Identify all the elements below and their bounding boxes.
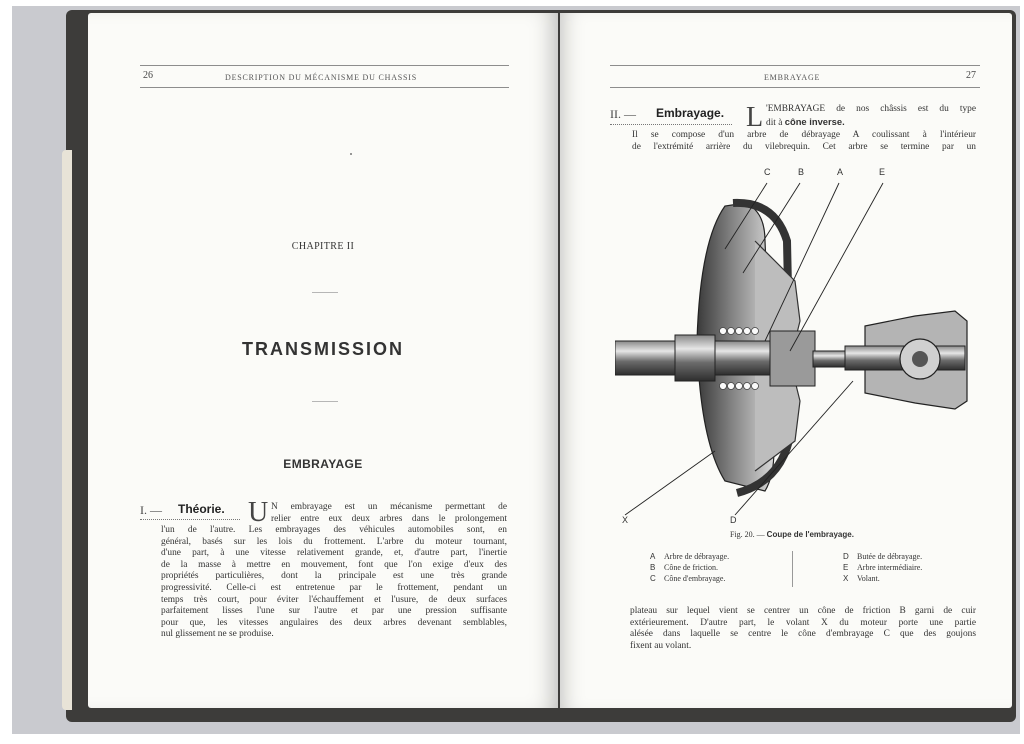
text-line: de l'extrémité arrière du vilebrequin. Cet arbre se termine par un [632, 141, 976, 152]
clutch-hub [770, 331, 815, 386]
dotted-underline [610, 124, 732, 125]
running-head: EMBRAYAGE [764, 73, 821, 82]
paper-speck [350, 153, 352, 155]
ornament-rule [312, 401, 338, 402]
text-line: progressivité. Celle-ci est entretenue par le frottement, pendant un [161, 582, 507, 593]
paragraph-intro [271, 502, 507, 525]
paragraph-intro [766, 104, 976, 129]
drop-cap: L [746, 102, 764, 133]
text-line: l'un de l'autre. Les embrayages des véhicules automobiles sont, en [161, 525, 507, 535]
text-line: alésée dans laquelle se centre le cône d'embrayage C que des goujons [630, 629, 976, 640]
text-line: fixent au volant. [630, 640, 692, 651]
paragraph-body [632, 130, 976, 153]
legend-text: Cône de friction. [664, 563, 718, 572]
text-line: de la masse à mettre en mouvement, font que l'on exige d'eux des [161, 559, 507, 570]
caption-prefix: Fig. 20. — [730, 530, 765, 539]
legend-item [843, 562, 922, 573]
text-line: propriétés particulières, dont la principale est une très grande [161, 571, 507, 582]
legend-item [650, 551, 729, 562]
left-page [88, 13, 558, 708]
legend-item [843, 551, 922, 562]
figure-legend-right [843, 551, 922, 584]
ornament-rule [312, 292, 338, 293]
text-line: nul glissement ne se produise. [161, 629, 274, 640]
paragraph-body [161, 525, 507, 641]
chapter-heading: CHAPITRE II [291, 241, 355, 252]
dotted-underline [140, 519, 240, 520]
legend-text: Arbre de débrayage. [664, 552, 730, 561]
right-page [560, 13, 1012, 708]
text-fragment: dit à [766, 117, 783, 128]
legend-item [650, 573, 729, 584]
legend-key: A [650, 552, 656, 561]
figure-label: D [730, 515, 737, 525]
legend-key: B [650, 563, 656, 572]
legend-text: Cône d'embrayage. [664, 574, 726, 583]
legend-key: X [843, 574, 849, 583]
shaft-collar [675, 335, 715, 381]
section-heading: EMBRAYAGE [283, 457, 363, 471]
legend-text: Volant. [857, 574, 880, 583]
legend-key: C [650, 574, 656, 583]
page-number: 27 [966, 70, 976, 81]
text-line: plateau sur lequel vient se centrer un cône de friction B garni de cuir [630, 606, 976, 616]
universal-joint-hub [912, 351, 928, 367]
header-rule-bottom [140, 87, 509, 88]
header-rule-top [140, 65, 509, 66]
caption-title: Coupe de l'embrayage. [766, 530, 854, 539]
text-line: relier entre eux deux arbres dans le prolongement [271, 513, 507, 524]
page-block-edge [62, 150, 72, 710]
section-number: I. — [140, 503, 162, 517]
text-emphasis: cône inverse. [784, 115, 845, 127]
legend-divider [792, 551, 793, 587]
figure-label: E [879, 167, 886, 177]
section-title: Théorie. [178, 502, 225, 516]
text-line: général, basés sur les lois du frottement. L'arbre du moteur tournant, [161, 536, 507, 547]
text-line [766, 116, 976, 130]
figure-label: A [837, 167, 844, 177]
text-line: 'EMBRAYAGE de nos châssis est du type [766, 104, 976, 114]
header-rule-bottom [610, 87, 980, 88]
figure-label: B [798, 167, 805, 177]
text-line: extérieurement. D'autre part, le volant X du moteur porte une partie [630, 617, 976, 628]
text-line: d'une part, à une vitesse relativement grande, et, d'autre part, l'inertie [161, 548, 507, 559]
legend-text: Butée de débrayage. [857, 552, 923, 561]
paragraph-continuation [630, 606, 976, 652]
figure-label: C [764, 167, 771, 177]
drop-cap: U [248, 497, 269, 528]
page-number: 26 [143, 70, 153, 81]
text-line: pour que, les vitesses angulaires des deux arbres devenant semblables, [161, 617, 507, 628]
legend-item [650, 562, 729, 573]
legend-text: Arbre intermédiaire. [857, 563, 923, 572]
page-title: TRANSMISSION [241, 339, 404, 359]
figure-caption [730, 530, 854, 539]
legend-key: D [843, 552, 849, 561]
text-line: Il se compose d'un arbre de débrayage A coulissant à l'intérieur [632, 130, 976, 140]
header-rule-top [610, 65, 980, 66]
figure-label: X [622, 515, 629, 525]
figure-legend-left [650, 551, 729, 584]
text-line: parfaitement lisses l'une sur l'autre et par une pression suffisante [161, 606, 507, 617]
text-line: N embrayage est un mécanisme permettant de [271, 502, 507, 512]
running-head: DESCRIPTION DU MÉCANISME DU CHASSIS [225, 73, 418, 82]
legend-item [843, 573, 922, 584]
section-title: Embrayage. [656, 106, 725, 120]
legend-key: E [843, 563, 849, 572]
clutch-cross-section-figure [615, 181, 975, 516]
text-line: temps très court, pour éviter l'échauffement et l'usure, de deux surfaces [161, 594, 507, 605]
section-number: II. — [610, 107, 636, 121]
